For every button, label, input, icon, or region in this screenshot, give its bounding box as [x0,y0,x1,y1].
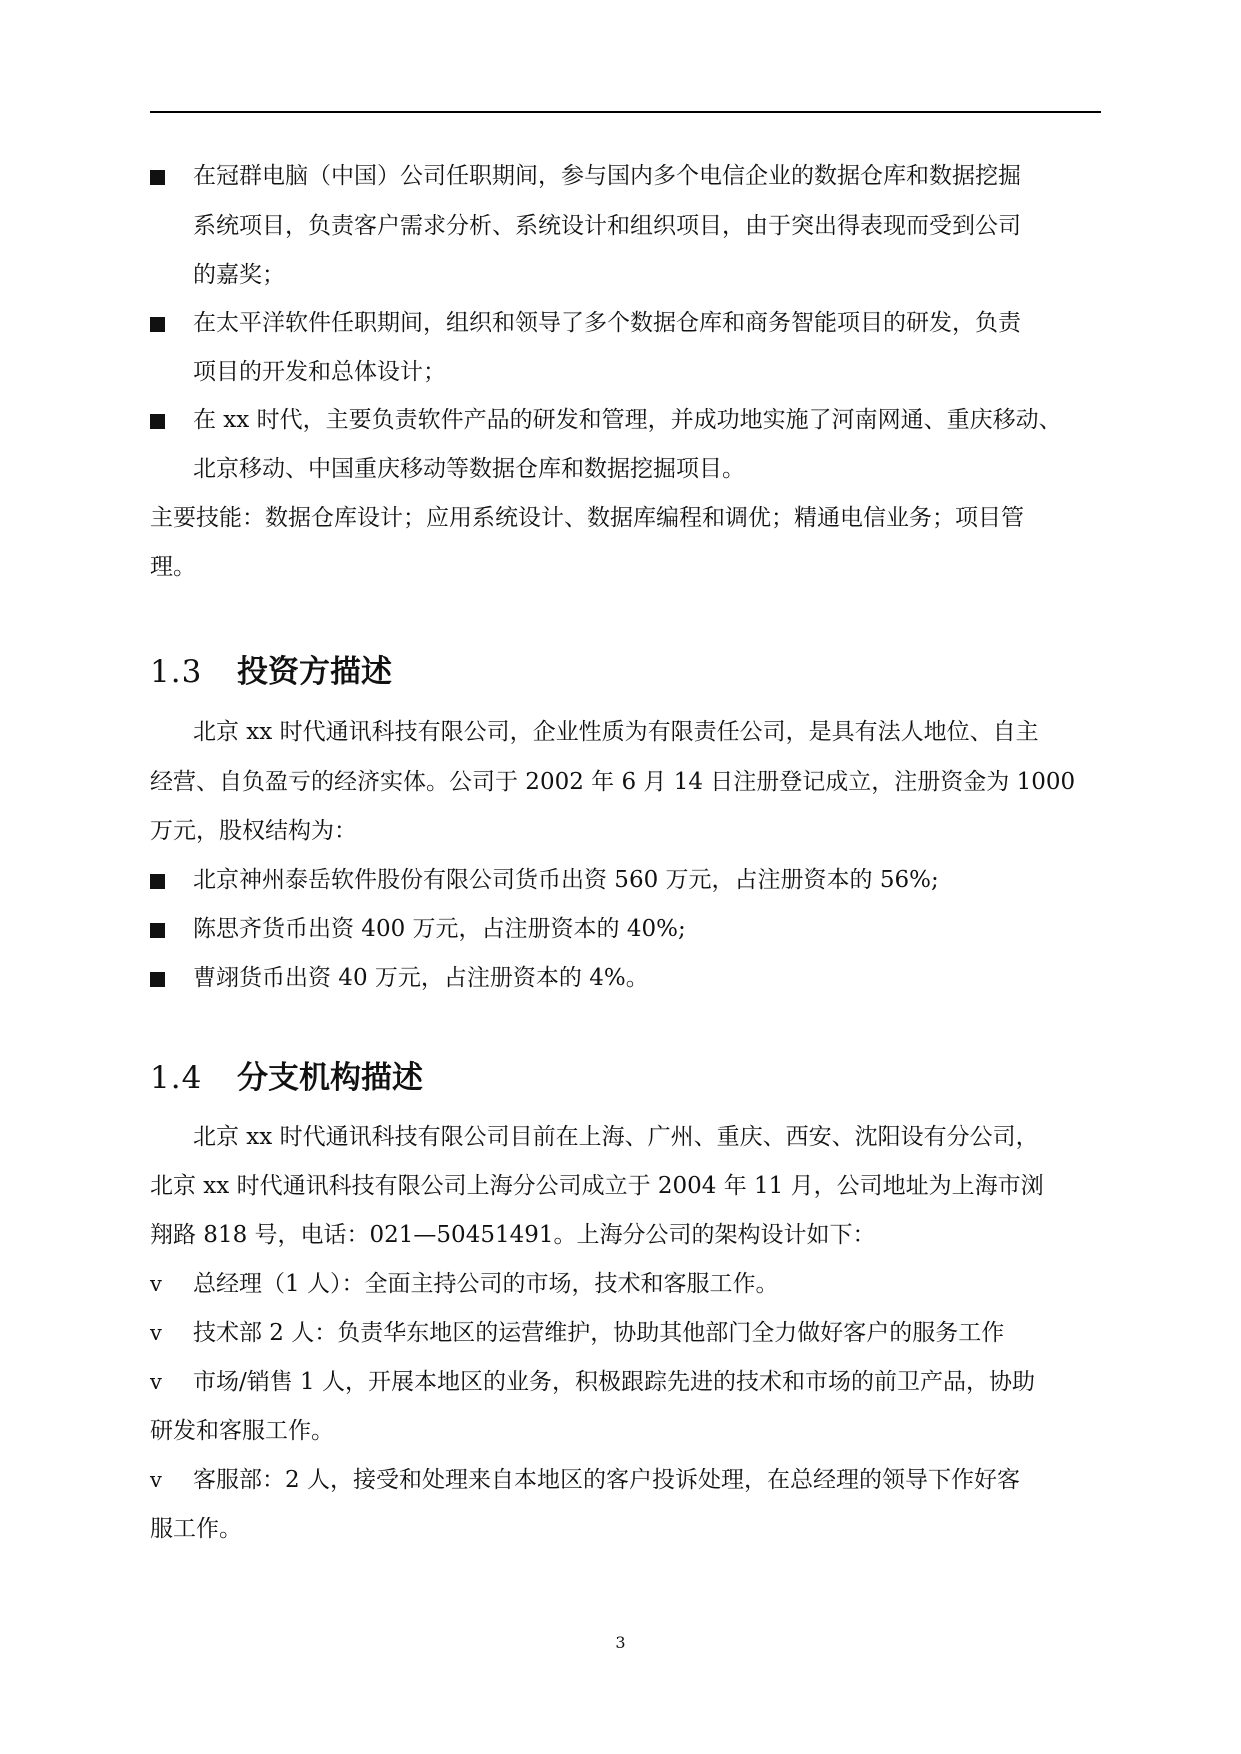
v-bullet-marker: v [150,1272,162,1296]
section-number: 1.3 [150,654,203,690]
text-line: 在太平洋软件任职期间，组织和领导了多个数据仓库和商务智能项目的研发，负责 [193,310,1021,336]
v-bullet-marker: v [150,1370,162,1394]
shareholder-item: 陈思齐货币出资 400 万元，占注册资本的 40%; [193,916,686,942]
text-line: 系统项目，负责客户需求分析、系统设计和组织项目，由于突出得表现而受到公司 [193,213,1021,239]
paragraph-line: 北京 xx 时代通讯科技有限公司上海分公司成立于 2004 年 11 月，公司地址为上海市浏 [150,1173,1044,1199]
paragraph-line: 北京 xx 时代通讯科技有限公司目前在上海、广州、重庆、西安、沈阳设有分公司， [193,1124,1039,1150]
bullet-square-icon [150,972,165,987]
bullet-square-icon [150,317,165,332]
text-line: 的嘉奖； [193,262,285,288]
section-title: 分支机构描述 [237,1060,423,1096]
bullet-square-icon [150,170,165,185]
paragraph-line: 翔路 818 号，电话：021—50451491。上海分公司的架构设计如下： [150,1222,876,1248]
section-title: 投资方描述 [237,654,392,690]
text-line: 北京移动、中国重庆移动等数据仓库和数据挖掘项目。 [193,456,745,482]
section-number: 1.4 [150,1060,203,1096]
org-item-line: 客服部：2 人，接受和处理来自本地区的客户投诉处理，在总经理的领导下作好客 [193,1467,1020,1493]
paragraph-line: 万元，股权结构为： [150,818,357,844]
org-item-line: 服工作。 [150,1516,242,1542]
org-item-line: 研发和客服工作。 [150,1418,334,1444]
shareholder-item: 曹翊货币出资 40 万元，占注册资本的 4%。 [193,965,649,991]
skills-line: 主要技能：数据仓库设计；应用系统设计、数据库编程和调优；精通电信业务；项目管 [150,505,1024,531]
bullet-square-icon [150,874,165,889]
text-line: 在 xx 时代，主要负责软件产品的研发和管理，并成功地实施了河南网通、重庆移动、 [193,407,1062,433]
page-number: 3 [615,1633,626,1652]
paragraph-line: 经营、自负盈亏的经济实体。公司于 2002 年 6 月 14 日注册登记成立，注册资金为 1000 [150,769,1076,795]
text-line: 项目的开发和总体设计； [193,359,446,385]
org-item-line: 技术部 2 人：负责华东地区的运营维护，协助其他部门全力做好客户的服务工作 [193,1320,1005,1346]
bullet-square-icon [150,414,165,429]
section-heading [150,650,392,694]
v-bullet-marker: v [150,1321,162,1345]
org-item-line: 总经理（1 人）：全面主持公司的市场，技术和客服工作。 [193,1271,779,1297]
org-item-line: 市场/销售 1 人，开展本地区的业务，积极跟踪先进的技术和市场的前卫产品，协助 [193,1369,1036,1395]
text-line: 在冠群电脑（中国）公司任职期间，参与国内多个电信企业的数据仓库和数据挖掘 [193,163,1021,189]
header-rule [150,111,1101,113]
section-heading [150,1056,423,1100]
paragraph-line: 北京 xx 时代通讯科技有限公司，企业性质为有限责任公司，是具有法人地位、自主 [193,719,1039,745]
bullet-square-icon [150,923,165,938]
v-bullet-marker: v [150,1468,162,1492]
skills-line: 理。 [150,554,196,580]
shareholder-item: 北京神州泰岳软件股份有限公司货币出资 560 万元，占注册资本的 56%; [193,867,939,893]
